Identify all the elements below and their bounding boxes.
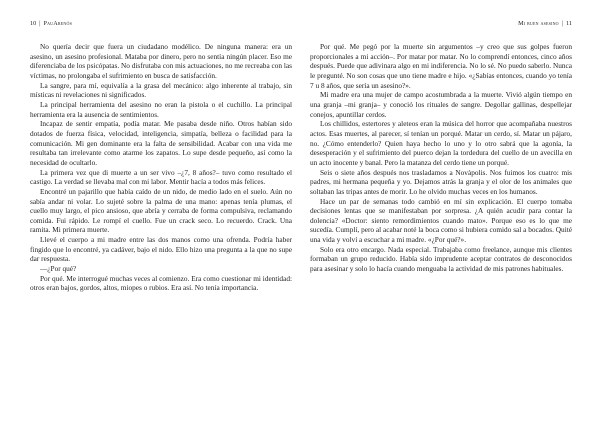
paragraph: —¿Por qué? xyxy=(40,264,77,274)
paragraph: La sangre, para mí, equivalía a la grasa del mecánico: algo inherente al trabajo, sin místicas ni revelaciones ni significados. xyxy=(30,80,292,100)
left-author-name: PauArenós xyxy=(43,20,73,27)
paragraph: Seis o siete años después nos trasladamos a Novàpolis. Nos fuimos los cuatro: mis padres, mi hermana pequeña y yo. Dejamos atrás la granja y el olor de los animales que soltaban las tripas antes de morir. Lo he olvido muchas veces en los humanos. xyxy=(310,167,572,196)
paragraph: No quería decir que fuera un ciudadano modélico. De ninguna manera: era un asesino, un asesino profesional. Mataba por dinero, pero no sentía ningún placer. Eso me diferenciaba de los psicópatas. No disfrutaba con mis actuaciones, no me recreaba con las víctimas, no prolongaba el sufrimiento en busca de satisfacción. xyxy=(30,42,292,80)
paragraph: Hace un par de semanas todo cambió en mí sin explicación. El cuerpo tomaba decisiones lentas que se manifestaban por sorpresa. ¿A quién acudir para contar la dolencia? «Doctor: siento remordimientos cuando mato». Porque eso es lo que me sucedía. Cumplí, pero al acabar noté la boca como si hubiera comido sal a bocados. Quité una vida y volví a escuchar a mi madre. «¿Por qué?». xyxy=(310,196,572,245)
paragraph: Encontré un pajarillo que había caído de un nido, de medio lado en el suelo. Aún no sabía andar ni volar. Lo sujeté sobre la palma de una mano: apenas tenía plumas, el cuello muy largo, el pico ansioso, que abría y cerraba de forma compulsiva, reclamando comida. Fui rápido. Le rompí el cuello. Fue un crack seco. Lo recuerdo. Crack. Una ramita. Mi primera muerte. xyxy=(30,186,292,235)
right-page xyxy=(310,20,572,415)
right-book-title: Mi buen asesino xyxy=(518,20,559,27)
left-page xyxy=(30,20,292,415)
paragraph: Incapaz de sentir empatía, podía matar. Me pasaba desde niño. Otros habían sido dotados de fuerza física, velocidad, inteligencia, simpatía, belleza o facilidad para la comunicación. Mi gen dominante era la falta de sensibilidad. Acabar con una vida me resultaba tan irrelevante como atarme los zapatos. Lo supe desde pequeño, así como la necesidad de ocultarlo. xyxy=(30,119,292,167)
paragraph: Mi madre era una mujer de campo acostumbrada a la muerte. Vivió algún tiempo en una granja –mi granja– y conoció los rituales de sangre. Degollar gallinas, despellejar conejos, apuntillar cerdos. xyxy=(310,90,572,119)
left-head-separator: | xyxy=(39,20,41,27)
right-head-separator: | xyxy=(561,20,564,27)
paragraph: Llevé el cuerpo a mi madre entre las dos manos como una ofrenda. Podría haber fingido que lo encontré, ya cadáver, bajo el nido. Ello hizo una pregunta a la que no supe dar respuesta. xyxy=(30,235,292,264)
paragraph: La primera vez que di muerte a un ser vivo –¿7, 8 años?– tuvo como resultado el castigo. La verdad se llevaba mal con mi labor. Mentir hacía a todos más felices. xyxy=(30,167,292,187)
paragraph: La principal herramienta del asesino no eran la pistola o el cuchillo. La principal herramienta era la ausencia de sentimientos. xyxy=(30,99,292,119)
right-running-head xyxy=(310,20,572,28)
right-page-number: 11 xyxy=(566,20,572,27)
paragraph: Por qué. Me interrogué muchas veces al comienzo. Era como cuestionar mi identidad: otros eran bajos, gordos, altos, miopes o rubios. Era así. No tenía importancia. xyxy=(30,273,292,293)
left-page-number: 10 xyxy=(30,20,37,27)
paragraph: Por qué. Me pegó por la muerte sin argumentos –y creo que sus golpes fueron proporcionales a mi acción–. Por matar por matar. No lo comprendí entonces, cinco años después. Puede que adivinara algo en mi indiferencia. No lo sé. No puedo saberlo. Nunca le pregunté. No son cosas que uno tiene madre e hijo. «¿Sabías entonces, cuando yo tenía 7 u 8 años, que sería un asesino?». xyxy=(310,42,572,90)
right-body-text xyxy=(310,42,572,274)
left-body-text xyxy=(30,42,292,293)
paragraph: Los chillidos, estertores y aleteos eran la música del horror que acompañaba nuestros actos. Esas muertes, al parecer, sí tenían un porqué. Matar un cerdo, sí. Matar un pájaro, no. ¿Cómo entenderlo? Quien haya hecho lo uno y lo otro sabrá que la agonía, la desesperación y el sufrimiento del puerco dejan la tordedura del cuello de un avecilla en un acto inocente y banal. Pero la matanza del cerdo tiene un porqué. xyxy=(310,119,572,167)
paragraph: Solo era otro encargo. Nada especial. Trabajaba como freelance, aunque mis clientes formaban un grupo reducido. Había sido imprudente aceptar contratos de desconocidos para asesinar y solo lo hacía cuando menguaba la actividad de mis patrones habituales. xyxy=(310,244,572,274)
left-running-head xyxy=(30,20,292,28)
